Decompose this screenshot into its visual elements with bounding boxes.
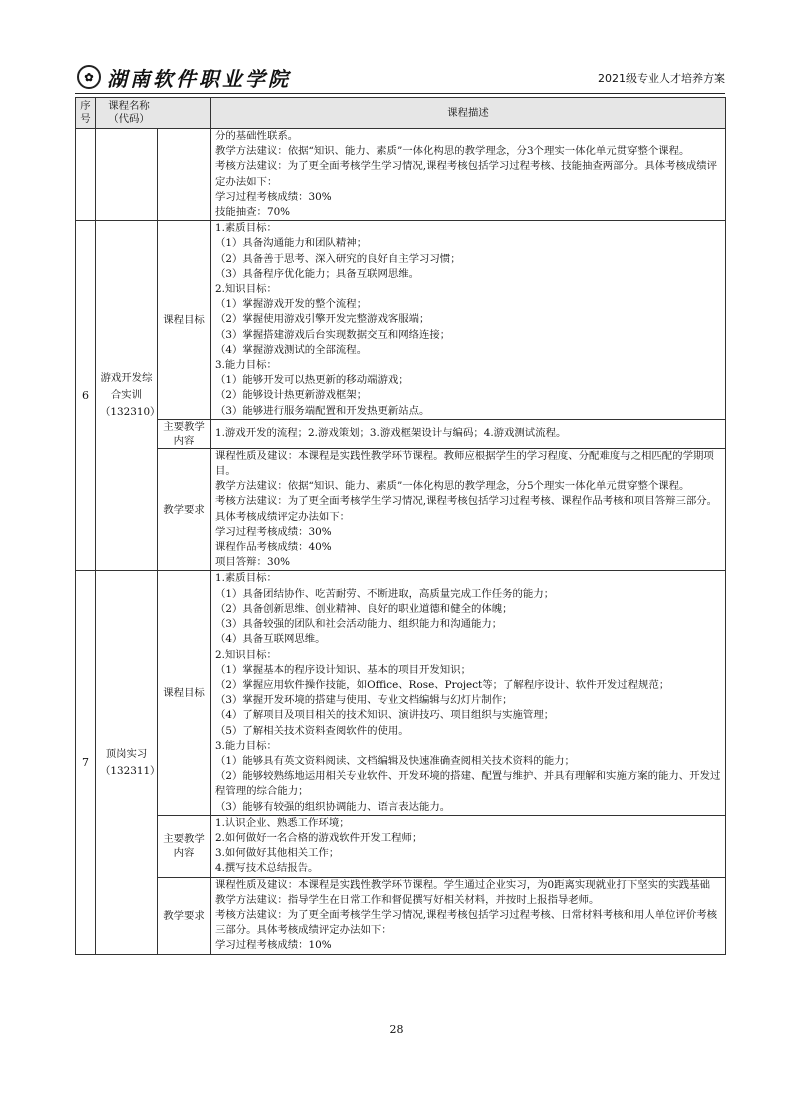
- desc-line: （4）了解项目及项目相关的技术知识、演讲技巧、项目组织与实施管理；: [215, 709, 555, 722]
- desc-line: （1）掌握游戏开发的整个流程；: [215, 298, 368, 311]
- desc-line: 项目答辩：30%: [215, 556, 291, 569]
- table-header-row: [76, 98, 726, 129]
- desc-line: （3）能够有较强的组织协调能力、语言表达能力。: [215, 800, 451, 813]
- desc-line: （2）能够较熟练地运用相关专业软件、开发环境的搭建、配置与维护、并具有理解和实施方案的能力、开发过程管理的综合能力；: [215, 770, 721, 798]
- desc-line: 2.知识目标：: [215, 648, 277, 661]
- desc-line: 分的基础性联系。: [215, 130, 299, 142]
- table-row: [76, 221, 726, 420]
- desc-line: 1.认识企业、熟悉工作环境；: [215, 816, 350, 829]
- page-number: 28: [389, 1023, 404, 1036]
- table-row: [76, 448, 726, 571]
- desc-line: 1.素质目标：: [215, 572, 277, 585]
- course-no: 6: [76, 221, 96, 571]
- desc-line: 课程作品考核成绩：40%: [215, 541, 332, 554]
- row-sub: [158, 129, 211, 221]
- header-desc: 课程描述: [211, 98, 726, 129]
- desc-line: 3.能力目标：: [215, 739, 277, 752]
- desc-line: 考核方法建议：为了更全面考核学生学习情况,课程考核包括学习过程考核、技能抽查两部分。具体考核成绩评定办法如下：: [215, 160, 718, 188]
- header-divider: [75, 93, 725, 94]
- table-row: [76, 815, 726, 877]
- table-row: [76, 129, 726, 221]
- desc-line: （1）能够开发可以热更新的移动端游戏；: [215, 374, 409, 387]
- desc-line: 技能抽查：70%: [215, 206, 291, 219]
- plan-title: 2021级专业人才培养方案: [598, 72, 725, 85]
- school-name-calligraphy: 湖南软件职业学院: [107, 66, 291, 91]
- desc-line: 4.撰写技术总结报告。: [215, 862, 319, 875]
- page-header: [77, 62, 725, 92]
- desc-line: （3）掌握开发环境的搭建与使用、专业文档编辑与幻灯片制作；: [215, 694, 513, 707]
- section-label: 教学要求: [158, 448, 211, 571]
- desc-line: （1）掌握基本的程序设计知识、基本的项目开发知识；: [215, 663, 471, 676]
- course-table: [75, 97, 726, 955]
- course-title: 顶岗实习: [105, 747, 148, 760]
- desc-line: 学习过程考核成绩：30%: [215, 525, 332, 538]
- course-name: [96, 221, 161, 571]
- desc-line: （1）具备沟通能力和团队精神；: [215, 237, 368, 250]
- desc-line: （2）具备善于思考、深入研究的良好自主学习习惯；: [215, 252, 461, 265]
- desc-line: 课程性质及建议：本课程是实践性教学环节课程。学生通过企业实习，为0距离实现就业打下坚实的实践基础: [215, 878, 710, 891]
- section-desc: [211, 877, 726, 954]
- desc-line: 学习过程考核成绩：30%: [215, 190, 332, 203]
- school-seal-icon: ✿: [77, 65, 101, 89]
- desc-line: （1）具备团结协作、吃苦耐劳、不断进取，高质量完成工作任务的能力；: [215, 587, 555, 600]
- desc-line: （2）能够设计热更新游戏框架；: [215, 389, 368, 402]
- desc-line: 考核方法建议：为了更全面考核学生学习情况,课程考核包括学习过程考核、日常材料考核和用人单位评价考核三部分。具体考核成绩评定办法如下：: [215, 908, 718, 937]
- school-logo: [77, 62, 291, 92]
- course-code: （132310）: [100, 406, 161, 419]
- section-label: 课程目标: [158, 221, 211, 420]
- table-row: [76, 419, 726, 448]
- section-desc: [211, 815, 726, 877]
- section-label: 课程目标: [158, 571, 211, 815]
- desc-line: （4）具备互联网思维。: [215, 633, 326, 646]
- section-label: 主要教学内容: [158, 419, 211, 448]
- row-no: [76, 129, 96, 221]
- row-name: [96, 129, 158, 221]
- desc-line: 3.如何做好其他相关工作；: [215, 847, 340, 860]
- desc-line: 1.素质目标：: [215, 222, 277, 235]
- desc-line: 教学方法建议：依据“知识、能力、素质”一体化构思的教学理念，分3个理实一体化单元贯穿整个课程。: [215, 145, 690, 158]
- section-desc: [211, 419, 726, 448]
- table-row: [76, 571, 726, 815]
- desc-line: 学习过程考核成绩：10%: [215, 939, 332, 952]
- desc-line: （2）掌握应用软件操作技能，如Office、Rose、Project等；了解程序设计、软件开发过程规范；: [215, 678, 670, 691]
- desc-line: 教学方法建议：指导学生在日常工作和督促撰写好相关材料，并按时上报指导老师。: [215, 893, 600, 906]
- section-desc: [211, 448, 726, 571]
- section-label: 主要教学内容: [158, 815, 211, 877]
- desc-line: 2.如何做好一名合格的游戏软件开发工程师；: [215, 831, 423, 844]
- desc-line: （2）掌握使用游戏引擎开发完整游戏客服端；: [215, 313, 430, 326]
- desc-line: 教学方法建议：依据“知识、能力、素质”一体化构思的教学理念，分5个理实一体化单元贯穿整个课程。: [215, 480, 690, 493]
- desc-line: 课程性质及建议：本课程是实践性教学环节课程。教师应根据学生的学习程度、分配难度与之相匹配的学期项目。: [215, 449, 714, 478]
- desc-line: （5）了解相关技术资料查阅软件的使用。: [215, 724, 409, 737]
- desc-line: 2.知识目标：: [215, 283, 277, 296]
- course-name: [96, 571, 161, 954]
- desc-line: （1）能够具有英文资料阅读、文档编辑及快速准确查阅相关技术资料的能力；: [215, 754, 575, 767]
- section-desc: [211, 571, 726, 815]
- header-name: 课程名称（代码）: [96, 98, 211, 129]
- section-label: 教学要求: [158, 877, 211, 954]
- desc-line: （3）能够进行服务端配置和开发热更新站点。: [215, 404, 430, 417]
- course-title: 游戏开发综合实训: [100, 372, 153, 402]
- desc-line: （2）具备创新思维、创业精神、良好的职业道德和健全的体魄；: [215, 602, 513, 615]
- desc-line: （3）掌握搭建游戏后台实现数据交互和网络连接；: [215, 328, 451, 341]
- course-no: 7: [76, 571, 96, 954]
- continuation-desc: [211, 129, 726, 221]
- desc-line: 3.能力目标：: [215, 359, 277, 372]
- course-code: （132311）: [100, 764, 161, 777]
- header-no: 序号: [76, 98, 96, 129]
- desc-line: （4）掌握游戏测试的全部流程。: [215, 343, 368, 356]
- desc-line: 1.游戏开发的流程；2.游戏策划；3.游戏框架设计与编码；4.游戏测试流程。: [215, 427, 567, 440]
- section-desc: [211, 221, 726, 420]
- desc-line: （3）具备较强的团队和社会活动能力、组织能力和沟通能力；: [215, 618, 503, 631]
- desc-line: 考核方法建议：为了更全面考核学生学习情况,课程考核包括学习过程考核、课程作品考核和项目答辩三部分。具体考核成绩评定办法如下：: [215, 495, 718, 523]
- desc-line: （3）具备程序优化能力；具备互联网思维。: [215, 267, 420, 280]
- table-row: [76, 877, 726, 954]
